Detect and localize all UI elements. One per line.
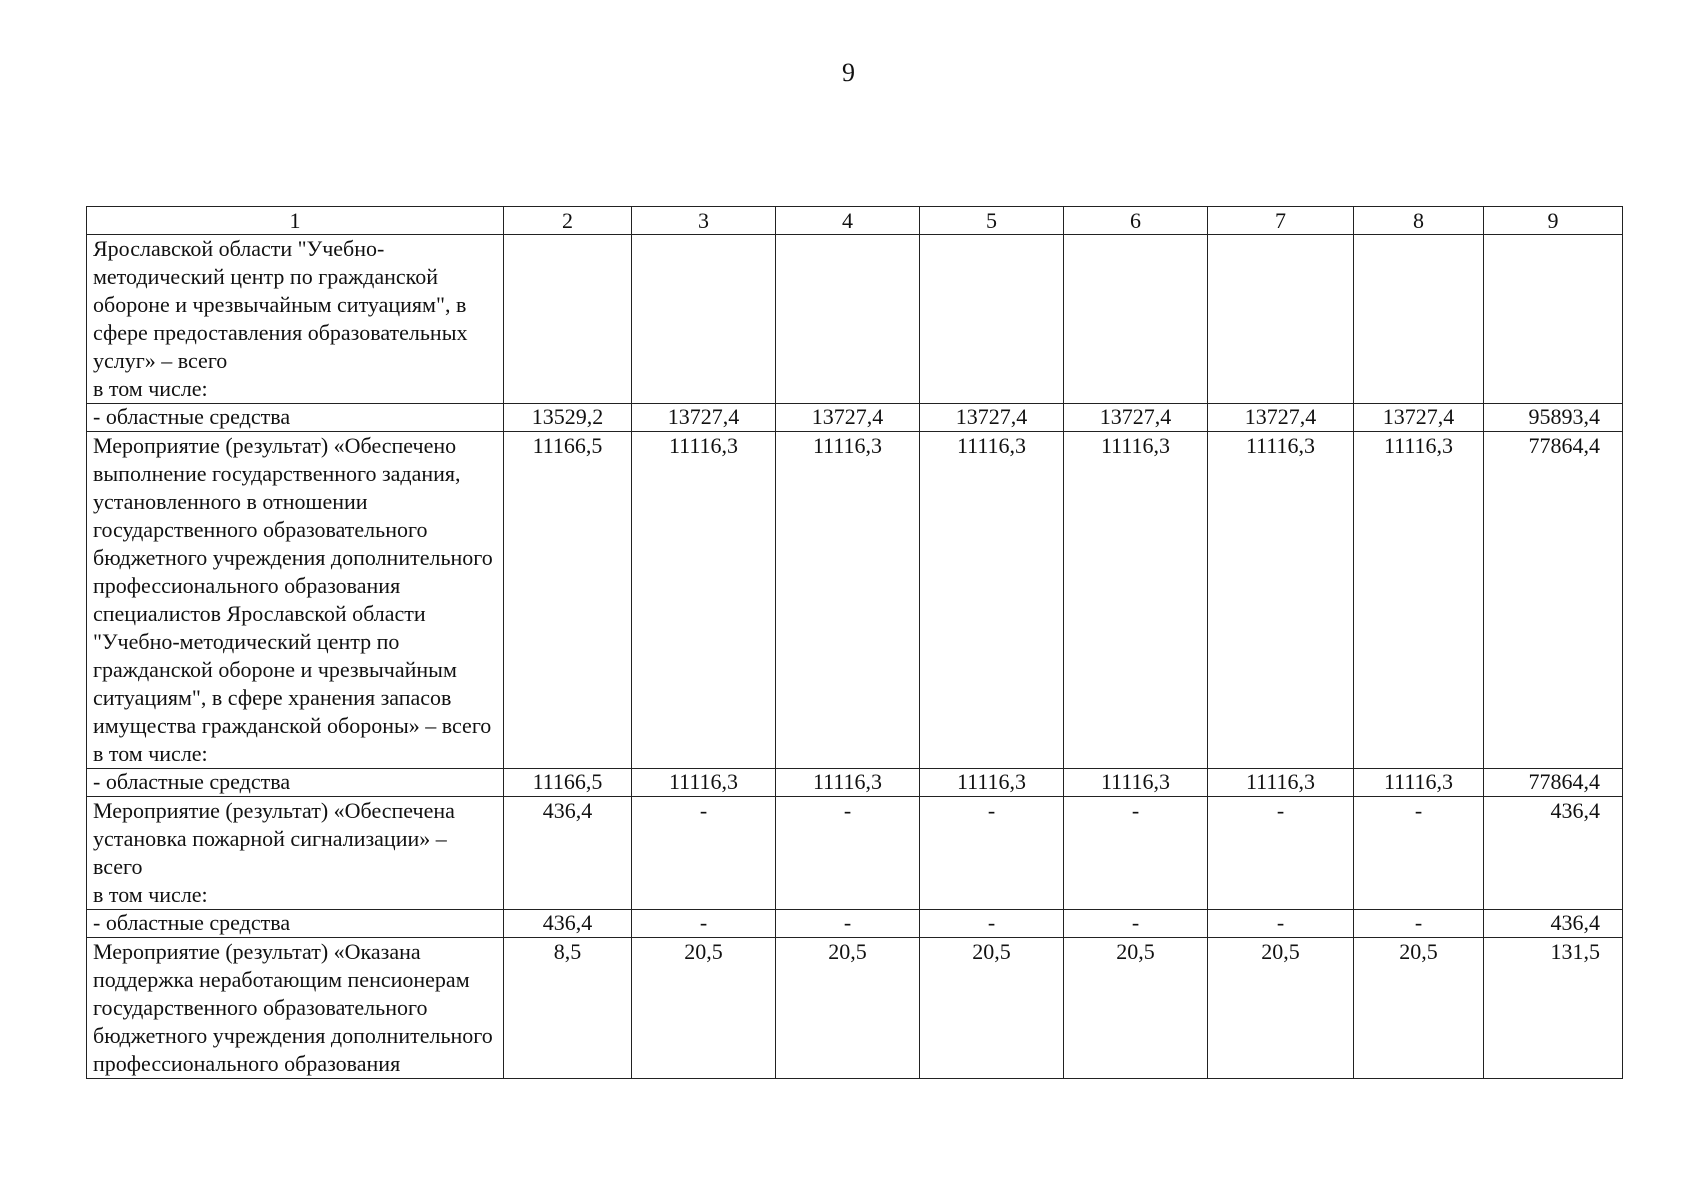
value-cell: 13727,4 bbox=[776, 404, 920, 432]
row-total-cell: 95893,4 bbox=[1484, 404, 1623, 432]
value-cell: - bbox=[632, 797, 776, 910]
value-cell: - bbox=[1354, 797, 1484, 910]
column-header: 5 bbox=[920, 207, 1064, 235]
value-cell: - bbox=[776, 797, 920, 910]
page-number: 9 bbox=[842, 58, 855, 87]
value-cell: 13529,2 bbox=[504, 404, 632, 432]
value-cell: 11116,3 bbox=[1208, 769, 1354, 797]
table-row bbox=[87, 235, 1623, 404]
value-cell bbox=[504, 235, 632, 404]
column-header: 6 bbox=[1064, 207, 1208, 235]
column-header: 1 bbox=[87, 207, 504, 235]
column-header: 8 bbox=[1354, 207, 1484, 235]
table-row bbox=[87, 432, 1623, 769]
value-cell: - bbox=[920, 797, 1064, 910]
value-cell: - bbox=[632, 910, 776, 938]
row-label: - областные средства bbox=[87, 769, 504, 797]
table-row bbox=[87, 910, 1623, 938]
value-cell: 11116,3 bbox=[1354, 769, 1484, 797]
value-cell: 20,5 bbox=[776, 938, 920, 1079]
value-cell: - bbox=[1208, 910, 1354, 938]
value-cell: 436,4 bbox=[504, 910, 632, 938]
value-cell: 20,5 bbox=[1064, 938, 1208, 1079]
value-cell: 20,5 bbox=[920, 938, 1064, 1079]
column-header: 9 bbox=[1484, 207, 1623, 235]
column-header: 7 bbox=[1208, 207, 1354, 235]
row-label: Мероприятие (результат) «Обеспечено выполнение государственного задания, установленного в отношении государственного образовательного бюджетного учреждения дополнительного профессионального образования специалистов Ярославской области "Учебно-методический центр по гражданской обороне и чрезвычайным ситуациям", в сфере хранения запасов имущества гражданской обороны» – всего в том числе: bbox=[87, 432, 504, 769]
row-label: Мероприятие (результат) «Оказана поддержка неработающим пенсионерам государственного образовательного бюджетного учреждения дополнительного профессионального образования bbox=[87, 938, 504, 1079]
value-cell: 11116,3 bbox=[1064, 769, 1208, 797]
value-cell: 11116,3 bbox=[632, 432, 776, 769]
value-cell: 11166,5 bbox=[504, 432, 632, 769]
value-cell: - bbox=[920, 910, 1064, 938]
value-cell: 13727,4 bbox=[1064, 404, 1208, 432]
value-cell: 20,5 bbox=[632, 938, 776, 1079]
value-cell: 13727,4 bbox=[1208, 404, 1354, 432]
budget-table bbox=[86, 206, 1623, 1079]
table-row bbox=[87, 769, 1623, 797]
value-cell: 8,5 bbox=[504, 938, 632, 1079]
value-cell: 11116,3 bbox=[1208, 432, 1354, 769]
row-label: - областные средства bbox=[87, 404, 504, 432]
row-total-cell: 77864,4 bbox=[1484, 432, 1623, 769]
row-label: Мероприятие (результат) «Обеспечена установка пожарной сигнализации» – всего в том числе: bbox=[87, 797, 504, 910]
value-cell: 11116,3 bbox=[776, 432, 920, 769]
value-cell bbox=[1354, 235, 1484, 404]
table-row bbox=[87, 797, 1623, 910]
value-cell: - bbox=[1064, 797, 1208, 910]
column-header: 2 bbox=[504, 207, 632, 235]
value-cell bbox=[776, 235, 920, 404]
value-cell: 11166,5 bbox=[504, 769, 632, 797]
value-cell: 20,5 bbox=[1208, 938, 1354, 1079]
value-cell bbox=[1064, 235, 1208, 404]
row-total-cell: 436,4 bbox=[1484, 910, 1623, 938]
table-row bbox=[87, 404, 1623, 432]
header-row bbox=[87, 207, 1623, 235]
row-total-cell: 131,5 bbox=[1484, 938, 1623, 1079]
value-cell: 13727,4 bbox=[920, 404, 1064, 432]
value-cell bbox=[1208, 235, 1354, 404]
value-cell: 11116,3 bbox=[632, 769, 776, 797]
value-cell: - bbox=[776, 910, 920, 938]
value-cell: - bbox=[1208, 797, 1354, 910]
value-cell: - bbox=[1354, 910, 1484, 938]
value-cell: 436,4 bbox=[504, 797, 632, 910]
value-cell bbox=[632, 235, 776, 404]
value-cell: 11116,3 bbox=[920, 769, 1064, 797]
value-cell: 11116,3 bbox=[920, 432, 1064, 769]
column-header: 4 bbox=[776, 207, 920, 235]
row-label: - областные средства bbox=[87, 910, 504, 938]
row-label: Ярославской области "Учебно-методический центр по гражданской обороне и чрезвычайным ситуациям", в сфере предоставления образовательных услуг» – всего в том числе: bbox=[87, 235, 504, 404]
value-cell: 11116,3 bbox=[1354, 432, 1484, 769]
table-body bbox=[87, 235, 1623, 1079]
value-cell: 20,5 bbox=[1354, 938, 1484, 1079]
column-header: 3 bbox=[632, 207, 776, 235]
table-row bbox=[87, 938, 1623, 1079]
row-total-cell: 436,4 bbox=[1484, 797, 1623, 910]
value-cell: 13727,4 bbox=[1354, 404, 1484, 432]
row-total-cell bbox=[1484, 235, 1623, 404]
value-cell bbox=[920, 235, 1064, 404]
value-cell: 13727,4 bbox=[632, 404, 776, 432]
value-cell: 11116,3 bbox=[1064, 432, 1208, 769]
value-cell: - bbox=[1064, 910, 1208, 938]
value-cell: 11116,3 bbox=[776, 769, 920, 797]
row-total-cell: 77864,4 bbox=[1484, 769, 1623, 797]
